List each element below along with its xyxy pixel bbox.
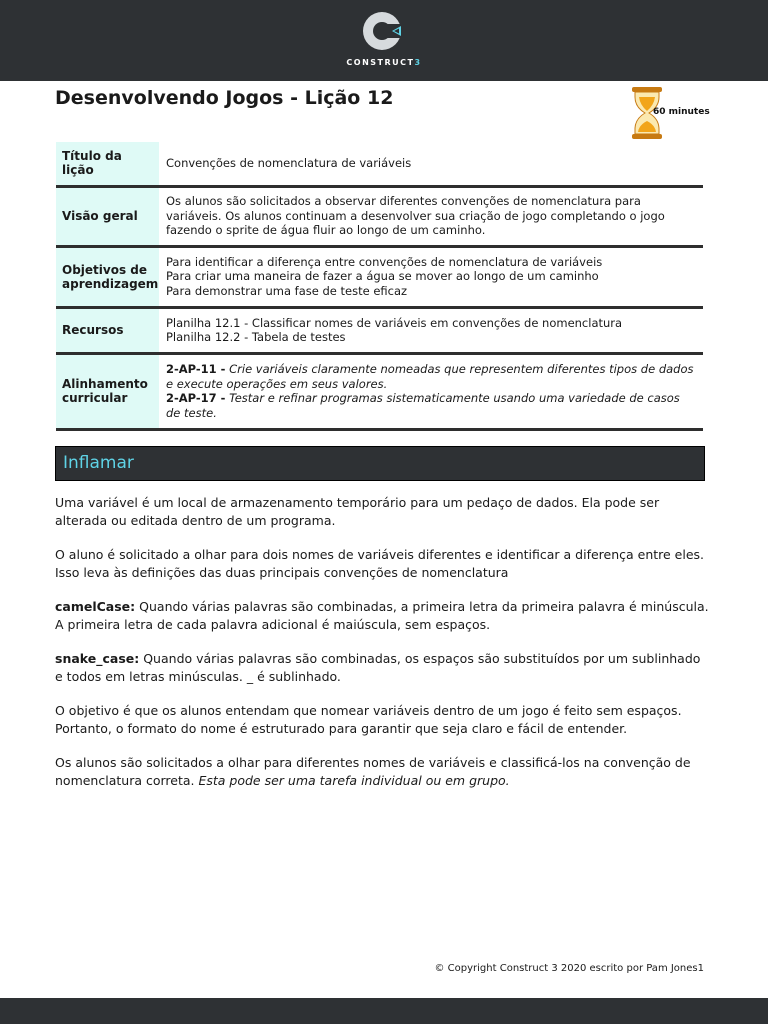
row-label: Objetivos de aprendizagem [56,246,159,307]
table-row-curriculum [56,353,703,429]
table-row-objectives [56,246,703,307]
paragraph: Uma variável é um local de armazenamento temporário para um pedaço de dados. Ela pode ser alterada ou editada dentro de um programa. [55,495,660,528]
lesson-info-table [56,142,703,431]
row-value: Convenções de nomenclatura de variáveis [159,142,703,186]
construct-logo-icon [361,10,407,54]
row-label: Visão geral [56,186,159,246]
section-heading: Inflamar [63,453,134,473]
construct-logo [0,0,768,81]
duration-label: 60 minutes [653,107,710,117]
lesson-duration [628,87,710,141]
row-value: Os alunos são solicitados a observar diferentes convenções de nomenclatura para variáveis. Os alunos continuam a desenvolver sua criação de jogo completando o jogo fazendo o sprite de água fluir ao longo de um caminho. [159,186,703,246]
paragraph: O aluno é solicitado a olhar para dois nomes de variáveis diferentes e identificar a diferença entre eles. Isso leva às definições das duas principais convenções de nomenclatura [55,547,705,580]
row-label: Alinhamento curricular [56,353,159,429]
term: snake_case: [55,651,140,666]
paragraph-snakecase: snake_case: Quando várias palavras são combinadas, os espaços são substituídos por um sublinhado e todos em letras minúsculas. _ é sublinhado. [55,651,701,684]
standard-item: 2-AP-11 - Crie variáveis claramente nomeadas que representem diferentes tipos de dados e execute operações em seus valores. [166,362,694,391]
standard-item: 2-AP-17 - Testar e refinar programas sistematicamente usando uma variedade de casos de teste. [166,391,680,420]
section-heading-bar [55,446,705,481]
row-value: Para identificar a diferença entre convenções de nomenclatura de variáveis Para criar uma maneira de fazer a água se mover ao longo de um caminho Para demonstrar uma fase de teste eficaz [159,246,703,307]
page-title: Desenvolvendo Jogos - Lição 12 [55,87,394,109]
paragraph: O objetivo é que os alunos entendam que nomear variáveis dentro de um jogo é feito sem espaços. Portanto, o formato do nome é estruturado para garantir que seja claro e fácil de entender. [55,703,682,736]
footer-bar [0,998,768,1024]
brand-wordmark: CONSTRUCT3 [346,58,422,67]
paragraph-camelcase: camelCase: Quando várias palavras são combinadas, a primeira letra da primeira palavra é minúscula. A primeira letra de cada palavra adicional é maiúscula, sem espaços. [55,599,709,632]
section-body [55,494,710,806]
table-row-title [56,142,703,186]
row-value [159,353,703,429]
table-row-resources [56,307,703,353]
row-label: Recursos [56,307,159,353]
row-label: Título da lição [56,142,159,186]
row-value: Planilha 12.1 - Classificar nomes de variáveis em convenções de nomenclatura Planilha 12.2 - Tabela de testes [159,307,703,353]
term: camelCase: [55,599,136,614]
paragraph: Os alunos são solicitados a olhar para diferentes nomes de variáveis e classificá-los na convenção de nomenclatura correta. Esta pode ser uma tarefa individual ou em grupo. [55,755,691,788]
copyright-notice: © Copyright Construct 3 2020 escrito por Pam Jones1 [434,963,704,974]
table-row-overview [56,186,703,246]
